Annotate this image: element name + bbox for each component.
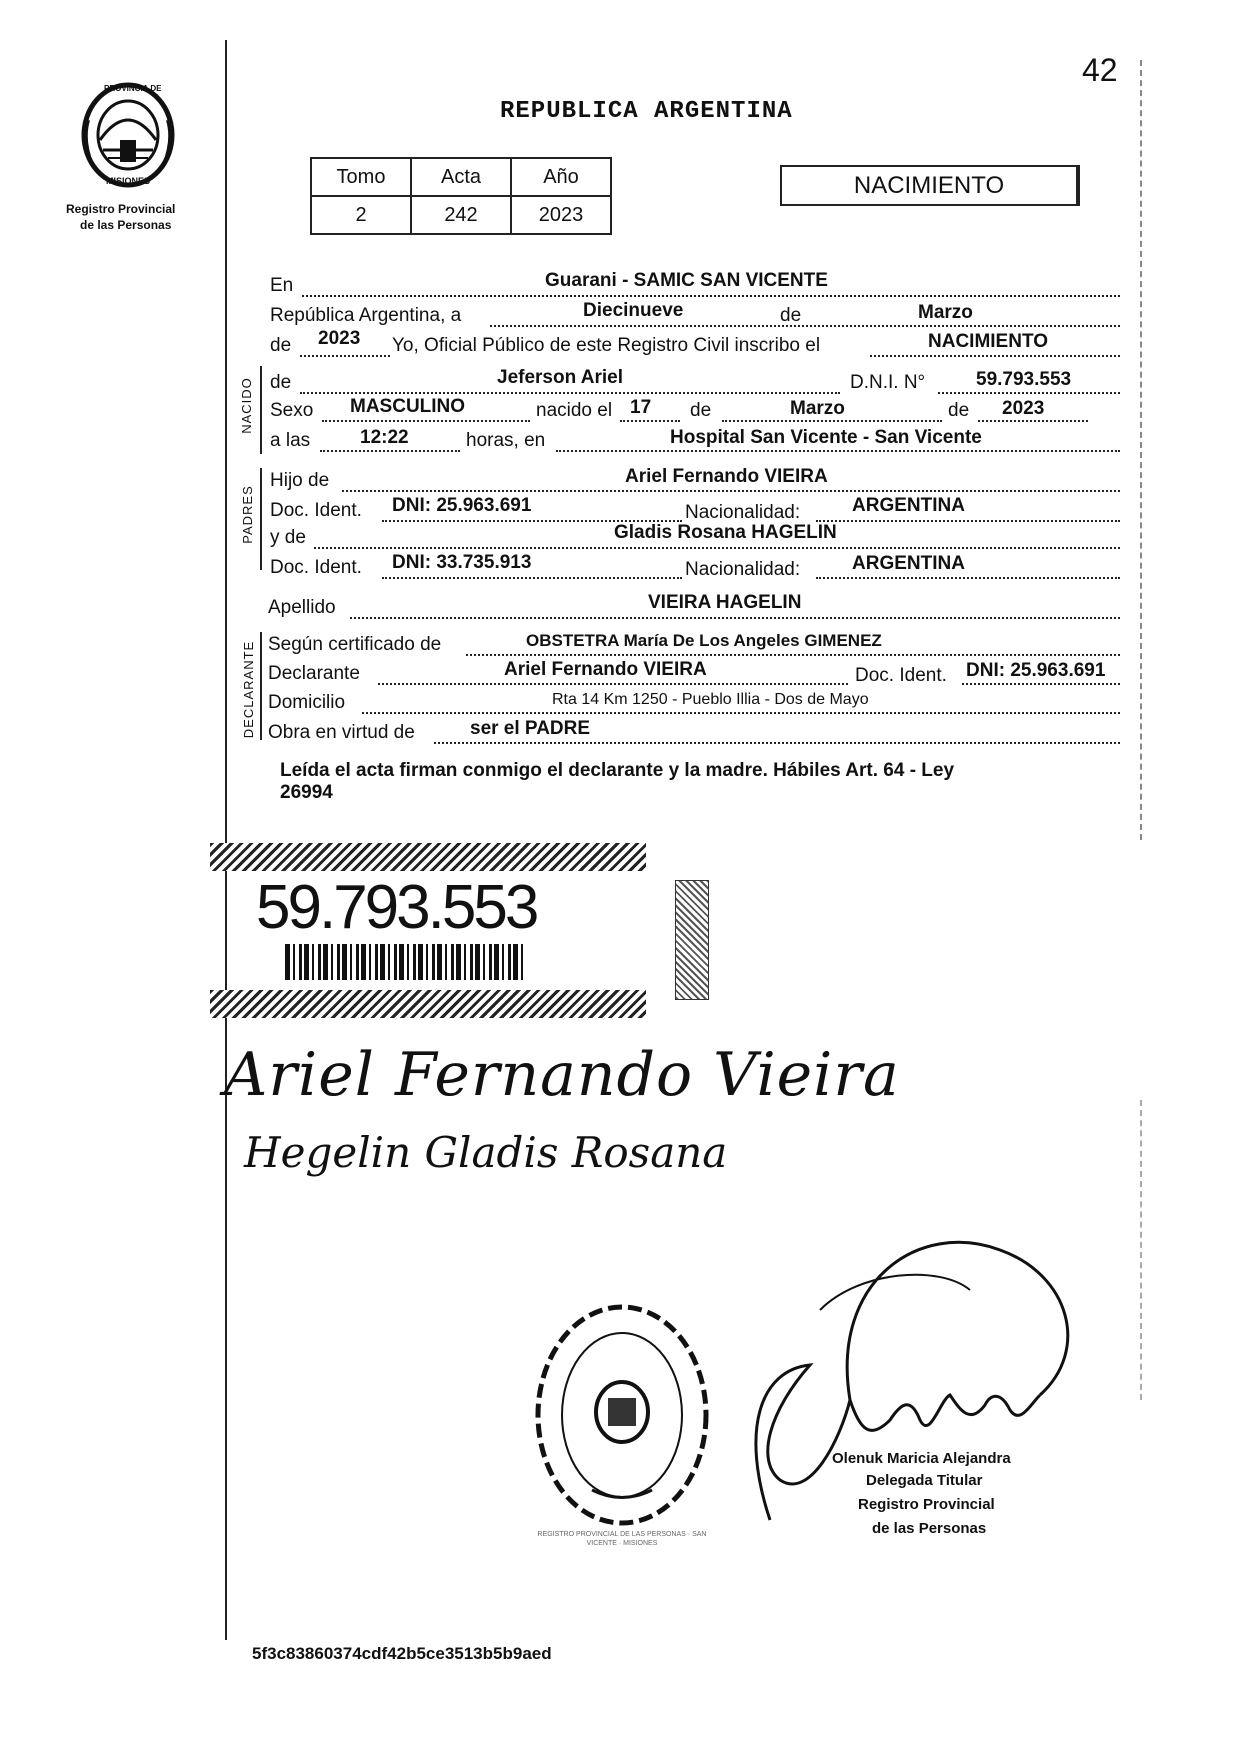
label-doc-mother: Doc. Ident. (270, 557, 362, 578)
label-domicilio: Domicilio (268, 692, 346, 713)
dots-republica (490, 325, 1120, 327)
handwritten-name-2: Hegelin Gladis Rosana (244, 1128, 728, 1177)
label-hijo: Hijo de (270, 470, 330, 491)
dots-certificado (466, 654, 1120, 656)
label-de-year: de (270, 335, 292, 356)
official-institution-1: Registro Provincial (858, 1496, 995, 1513)
value-father-name: Ariel Fernando VIEIRA (625, 466, 828, 487)
value-declarante: Ariel Fernando VIEIRA (504, 659, 707, 680)
value-en: Guarani - SAMIC SAN VICENTE (545, 270, 828, 291)
sticker-number: 59.793.553 (256, 873, 537, 942)
value-certificado: OBSTETRA María De Los Angeles GIMENEZ (526, 631, 882, 650)
label-certificado: Según certificado de (268, 634, 442, 655)
side-label-nacido: NACIDO (238, 377, 254, 434)
dots-mother-doc (382, 577, 682, 579)
dots-birth-month (722, 420, 942, 422)
dots-inscribe (870, 355, 1120, 357)
label-y-de: y de (270, 527, 306, 548)
dots-name (300, 392, 840, 394)
dots-en (302, 295, 1120, 297)
closing-line-2: 26994 (280, 782, 333, 803)
dots-father-nat (816, 520, 1120, 522)
dots-year (300, 355, 390, 357)
stamp-seal-icon (532, 1300, 712, 1530)
label-de-birth-month: de (690, 400, 712, 421)
header-acta: Acta (411, 158, 511, 196)
dots-place (556, 450, 1120, 452)
header-anio: Año (511, 158, 611, 196)
dots-declarante-doc (962, 683, 1120, 685)
label-doc-father: Doc. Ident. (270, 500, 362, 521)
logo-caption-1: Registro Provincial (66, 202, 176, 216)
value-apellido: VIEIRA HAGELIN (648, 592, 802, 613)
label-dni: D.N.I. N° (850, 372, 926, 393)
province-shield-icon (78, 80, 178, 190)
official-title: Delegada Titular (866, 1472, 983, 1489)
nacido-bracket (260, 366, 262, 454)
sticker-hatch-top (210, 843, 646, 871)
right-margin-line (1140, 60, 1142, 840)
value-mother-doc: DNI: 33.735.913 (392, 552, 532, 573)
side-label-declarante: DECLARANTE (241, 640, 257, 739)
label-de-month: de (780, 305, 802, 326)
value-sexo: MASCULINO (350, 396, 466, 417)
logo-ring-bottom: MISIONES (106, 176, 151, 186)
left-margin-line (225, 40, 227, 1640)
registry-table-values (311, 196, 611, 234)
value-day: Diecinueve (583, 300, 684, 321)
label-republica: República Argentina, a (270, 305, 462, 326)
value-dni: 59.793.553 (976, 369, 1072, 390)
value-acta: 242 (411, 196, 511, 234)
registry-table-header (311, 158, 611, 196)
document-hash: 5f3c83860374cdf42b5ce3513b5b9aed (252, 1644, 552, 1663)
dots-declarante (378, 683, 848, 685)
label-nat-mother: Nacionalidad: (685, 559, 801, 580)
side-label-padres: PADRES (239, 485, 255, 544)
value-inscribe: NACIMIENTO (928, 331, 1048, 352)
value-birth-day: 17 (630, 397, 652, 418)
dots-dni (938, 392, 1120, 394)
label-obra: Obra en virtud de (268, 722, 415, 743)
value-domicilio: Rta 14 Km 1250 - Pueblo Illia - Dos de Mayo (552, 691, 869, 708)
value-time: 12:22 (360, 427, 409, 448)
dots-birth-day (620, 420, 680, 422)
value-tomo: 2 (311, 196, 411, 234)
dots-mother-nat (816, 577, 1120, 579)
logo-caption-2: de las Personas (80, 218, 172, 232)
value-father-nat: ARGENTINA (852, 495, 965, 516)
dots-father (342, 490, 1120, 492)
header-tomo: Tomo (311, 158, 411, 196)
dots-birth-year (978, 420, 1088, 422)
handwritten-name-1: Ariel Fernando Vieira (224, 1040, 900, 1110)
value-name: Jeferson Ariel (497, 367, 624, 388)
doc-type-box (780, 165, 1080, 206)
dots-apellido (350, 617, 1120, 619)
official-name: Olenuk Maricia Alejandra (832, 1450, 1011, 1467)
country-title: REPUBLICA ARGENTINA (500, 98, 793, 125)
right-margin-line-lower (1140, 1100, 1142, 1400)
padres-bracket (260, 468, 262, 570)
registry-table (310, 157, 612, 235)
hologram-seal (675, 880, 709, 1000)
label-sexo: Sexo (270, 400, 314, 421)
dots-sexo (322, 420, 530, 422)
dots-mother (314, 547, 1120, 549)
value-birth-year: 2023 (1002, 398, 1045, 419)
value-declarante-doc: DNI: 25.963.691 (966, 660, 1106, 681)
label-de-birth-year: de (948, 400, 970, 421)
label-de-name: de (270, 372, 292, 393)
value-place: Hospital San Vicente - San Vicente (670, 427, 982, 448)
province-logo (78, 80, 178, 190)
label-en: En (270, 275, 294, 296)
declarante-bracket (260, 632, 262, 740)
official-institution-2: de las Personas (872, 1520, 987, 1537)
doc-type-label: NACIMIENTO (853, 172, 1005, 199)
value-mother-name: Gladis Rosana HAGELIN (614, 522, 837, 543)
label-nat-father: Nacionalidad: (685, 502, 801, 523)
label-doc-declarante: Doc. Ident. (855, 665, 947, 686)
value-year: 2023 (318, 328, 361, 349)
value-month: Marzo (918, 302, 973, 323)
sticker-barcode (285, 944, 525, 980)
label-nacido-el: nacido el (536, 400, 613, 421)
dots-obra (434, 742, 1120, 744)
stamp-ring-text: REGISTRO PROVINCIAL DE LAS PERSONAS · SAN VICENTE · MISIONES (537, 1531, 707, 1547)
label-horas: horas, en (466, 430, 546, 451)
page-number: 42 (1082, 52, 1118, 88)
label-a-las: a las (270, 430, 311, 451)
closing-line-1: Leída el acta firman conmigo el declarante y la madre. Hábiles Art. 64 - Ley (280, 760, 955, 781)
label-yo: Yo, Oficial Público de este Registro Civil inscribo el (392, 335, 821, 356)
official-stamp (532, 1300, 712, 1547)
dots-domicilio (362, 712, 1120, 714)
value-obra: ser el PADRE (470, 718, 591, 739)
value-father-doc: DNI: 25.963.691 (392, 495, 532, 516)
value-anio: 2023 (511, 196, 611, 234)
dots-time (320, 450, 460, 452)
logo-ring-top: PROVINCIA DE (104, 84, 162, 93)
label-apellido: Apellido (268, 597, 336, 618)
value-birth-month: Marzo (790, 398, 845, 419)
sticker-hatch-bottom (210, 990, 646, 1018)
label-declarante: Declarante (268, 663, 360, 684)
value-mother-nat: ARGENTINA (852, 553, 965, 574)
